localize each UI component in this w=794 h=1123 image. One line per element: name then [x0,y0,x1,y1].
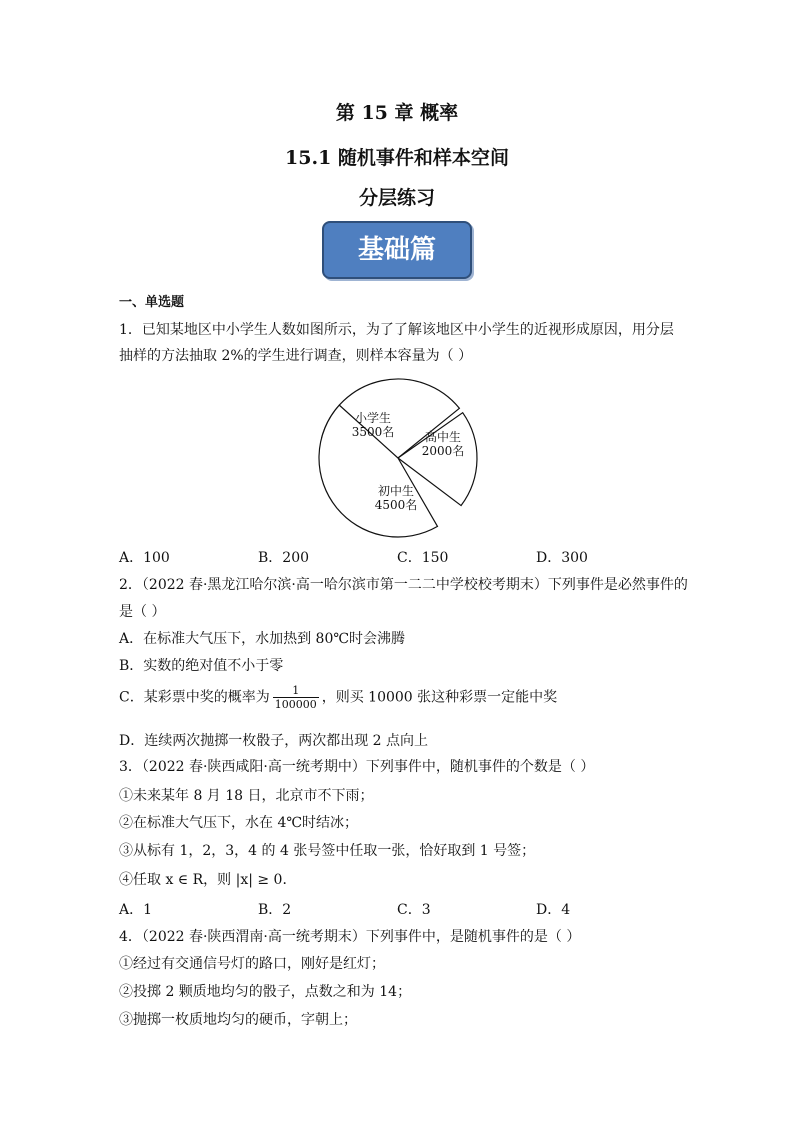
q1-option-d: D．300 [536,550,588,566]
q1-option-b: B．200 [258,550,310,566]
q3-stem: 3．（2022 春·陕西咸阳·高一统考期中）下列事件中，随机事件的个数是（ ） [119,759,595,775]
pie-label-small: 小学生 [354,411,392,425]
q1-option-c: C．150 [397,550,449,566]
q3-option-c: C．3 [397,902,431,918]
pie-chart [313,378,483,540]
pie-count-middle: 4500名 [374,498,418,512]
q1-stem-line1: 1．已知某地区中小学生人数如图所示，为了了解该地区中小学生的近视形成原因，用分层 [119,322,674,338]
pie-label-high: 高中生 [424,430,462,444]
q3-item-1: ①未来某年 8 月 18 日，北京市不下雨； [119,788,374,804]
q2-option-c-prefix: C．某彩票中奖的概率为 [119,689,270,706]
pie-count-high: 2000名 [421,444,465,458]
q2-stem-line1: 2．（2022 春·黑龙江哈尔滨·高一哈尔滨市第一二二中学校校考期末）下列事件是必然事件的 [119,577,688,593]
q3-option-d: D．4 [536,902,571,918]
subtitle: 分层练习 [358,187,435,209]
q1-option-a: A．100 [119,550,170,566]
pie-label-middle: 初中生 [377,484,415,498]
chapter-title: 第 15 章 概率 [335,102,459,124]
q3-option-b: B．2 [258,902,292,918]
fraction-denominator: 100000 [274,698,317,711]
level-badge: 基础篇 [322,221,472,279]
q2-option-a: A．在标准大气压下，水加热到 80℃时会沸腾 [119,631,406,647]
q4-item-2: ②投掷 2 颗质地均匀的骰子，点数之和为 14； [119,984,412,1000]
probability-fraction [273,684,319,711]
section-title: 15.1 随机事件和样本空间 [285,147,509,169]
q4-item-3: ③抛掷一枚质地均匀的硬币，字朝上； [119,1012,357,1028]
q3-option-a: A．1 [119,902,153,918]
q2-option-c [119,684,557,711]
q3-item-2: ②在标准大气压下，水在 4℃时结冰； [119,815,359,831]
pie-count-small: 3500名 [351,425,395,439]
q2-option-d: D．连续两次抛掷一枚骰子，两次都出现 2 点向上 [119,733,429,749]
q4-stem: 4．（2022 春·陕西渭南·高一统考期末）下列事件中，是随机事件的是（ ） [119,929,581,945]
q3-item-4: ④任取 x ∈ R，则 |x| ≥ 0． [119,872,297,888]
q1-stem-line2: 抽样的方法抽取 2%的学生进行调查，则样本容量为（ ） [119,348,473,364]
q2-stem-line2: 是（ ） [119,604,166,620]
part-title: 一、单选题 [119,295,185,310]
q3-item-3: ③从标有 1，2，3，4 的 4 张号签中任取一张，恰好取到 1 号签； [119,843,536,859]
q4-item-1: ①经过有交通信号灯的路口，刚好是红灯； [119,956,385,972]
fraction-numerator: 1 [273,684,319,698]
q2-option-c-suffix: ，则买 10000 张这种彩票一定能中奖 [321,689,558,706]
q2-option-b: B．实数的绝对值不小于零 [119,658,284,674]
